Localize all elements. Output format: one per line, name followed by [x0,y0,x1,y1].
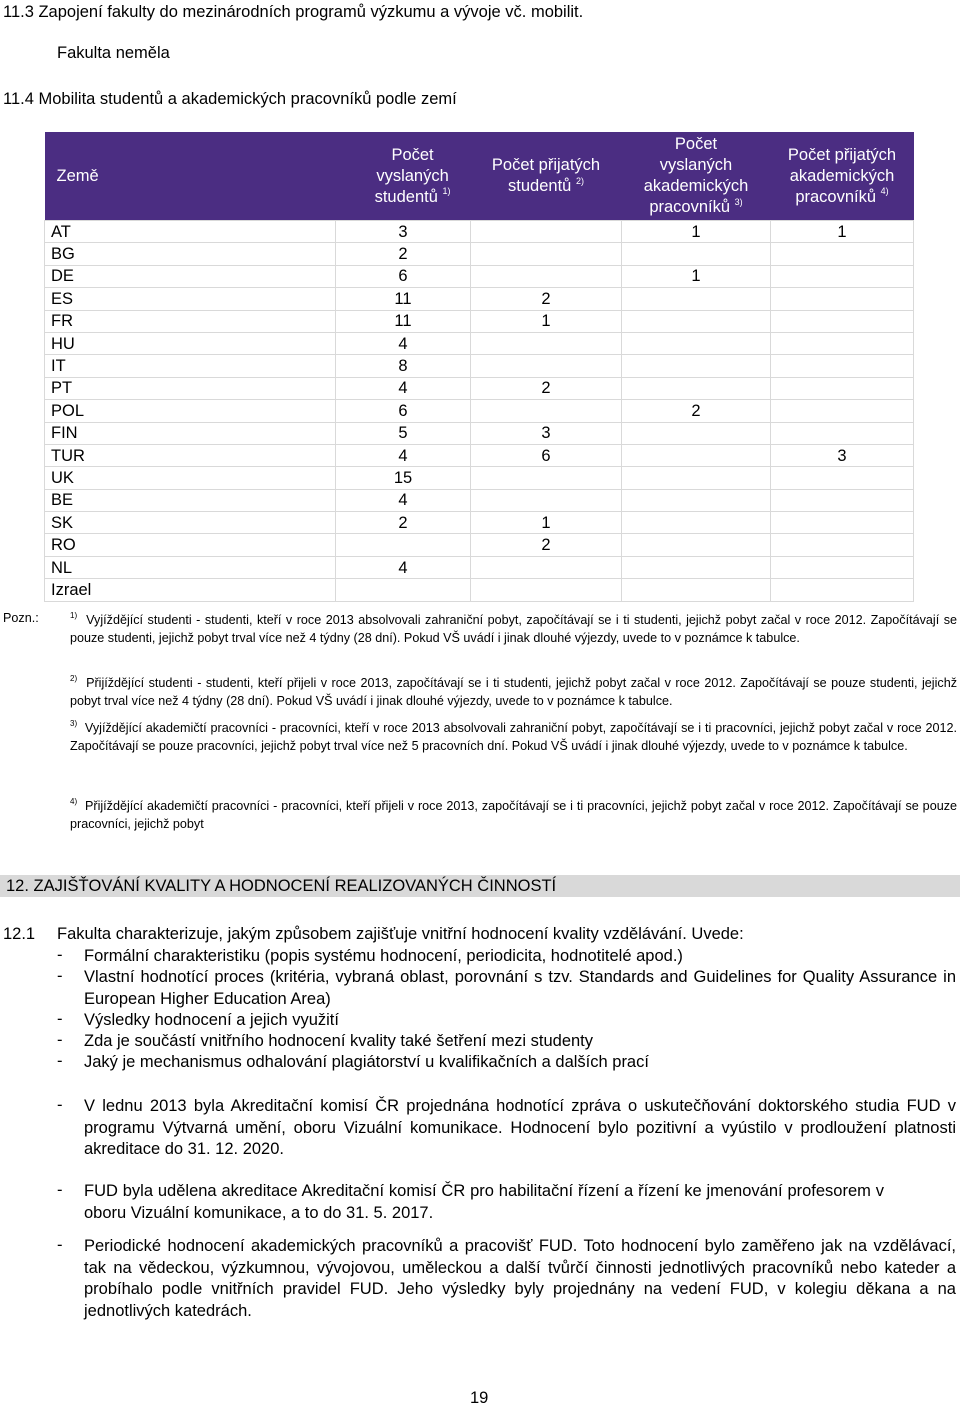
value-cell: 3 [771,444,914,466]
value-cell: 1 [622,265,771,287]
section-11-3-answer: Fakulta neměla [57,44,170,62]
note-3: $^{3)}$ Vyjíždějící akademičtí pracovníci - pracovníci, kteří v roce 2013 absolvovali zahraniční pobyt, započítávají se i ti pracovníci, jejichž pobyt začal v roce 2012. Započítávají se pouze pracovníci, jejichž pobyt trval více než 5 pracovních dní. Pokud VŠ uvádí i jinak dlouhé výjezdy, uvede to v poznámce k tabulce. [70,718,957,753]
value-cell: 4 [336,377,471,399]
table-row [45,579,914,601]
value-cell: 6 [336,400,471,422]
mobility-table [44,132,914,602]
bullet-dash: - [57,946,63,964]
value-cell [622,332,771,354]
value-cell: 4 [336,332,471,354]
country-cell: BE [45,489,336,511]
value-cell [771,400,914,422]
bullet-dash: - [57,1052,63,1070]
country-cell: AT [45,221,336,243]
requirement-item: Zda je součástí vnitřního hodnocení kvality také šetření mezi studenty [84,1032,594,1050]
value-cell [622,288,771,310]
value-cell: 3 [336,221,471,243]
table-row [45,400,914,422]
table-row [45,243,914,265]
requirement-item: Jaký je mechanismus odhalování plagiátorství u kvalifikačních a dalších prací [84,1053,649,1071]
value-cell: 11 [336,288,471,310]
value-cell [771,265,914,287]
country-cell: UK [45,467,336,489]
value-cell: 2 [471,534,622,556]
value-cell [771,355,914,377]
value-cell [622,310,771,332]
value-cell: 1 [771,221,914,243]
value-cell [471,489,622,511]
country-cell: DE [45,265,336,287]
header-country: Země [45,132,336,221]
value-cell [771,579,914,601]
value-cell: 4 [336,489,471,511]
table-row [45,355,914,377]
paragraph-accreditation-habilitation: FUD byla udělena akreditace Akreditační komisí ČR pro habilitační řízení a řízení ke jmenování profesorem v oboru Vizuální komunikace, a to do 31. 5. 2017. [84,1182,884,1222]
value-cell: 6 [336,265,471,287]
value-cell [771,243,914,265]
value-cell: 1 [622,221,771,243]
table-row [45,467,914,489]
value-cell: 2 [336,243,471,265]
value-cell [471,400,622,422]
country-cell: BG [45,243,336,265]
requirement-item: Výsledky hodnocení a jejich využití [84,1011,339,1029]
value-cell [471,556,622,578]
value-cell: 5 [336,422,471,444]
country-cell: IT [45,355,336,377]
value-cell [471,332,622,354]
value-cell [336,579,471,601]
bullet-dash: - [57,1010,63,1028]
bullet-dash: - [57,967,63,985]
value-cell [622,579,771,601]
country-cell: FIN [45,422,336,444]
header-accepted-staff: Počet přijatých akademických pracovníků $^{4)}$ [771,132,914,221]
paragraph-periodic-evaluation: Periodické hodnocení akademických pracovníků a pracovišť FUD. Toto hodnocení bylo zaměřeno jak na vzdělávací, tak na vědeckou, výzkumnou, vývojovou, uměleckou a další tvůrčí činnosti jednotlivých pracovníků nebo kateder a probíhalo podle vnitřních pravidel FUD. Jeho výsledky byly projednány na vedení FUD, v kolegiu děkana a na jednotlivých katedrách. [84,1237,956,1320]
value-cell [622,377,771,399]
value-cell [771,534,914,556]
value-cell [622,355,771,377]
header-sent-students: Počet vyslaných studentů $^{1)}$ [336,132,471,221]
value-cell [771,377,914,399]
value-cell: 4 [336,556,471,578]
value-cell: 15 [336,467,471,489]
value-cell [471,243,622,265]
value-cell [471,467,622,489]
table-row [45,332,914,354]
value-cell [771,422,914,444]
value-cell [622,489,771,511]
value-cell [771,288,914,310]
page-number: 19 [470,1389,489,1407]
country-cell: RO [45,534,336,556]
country-cell: POL [45,400,336,422]
table-row [45,444,914,466]
value-cell [771,512,914,534]
value-cell [771,467,914,489]
value-cell: 3 [471,422,622,444]
value-cell: 2 [471,377,622,399]
requirement-item: Vlastní hodnotící proces (kritéria, vybraná oblast, porovnání s tzv. Standards and Guidelines for Quality Assurance in European Higher Education Area) [84,968,956,1008]
table-header-row [45,132,914,221]
table-row [45,512,914,534]
table-row [45,377,914,399]
table-row [45,265,914,287]
value-cell [622,534,771,556]
bullet-dash: - [57,1236,63,1254]
bullet-dash: - [57,1031,63,1049]
value-cell [771,556,914,578]
value-cell [336,534,471,556]
value-cell: 11 [336,310,471,332]
value-cell: 1 [471,512,622,534]
value-cell: 1 [471,310,622,332]
table-row [45,221,914,243]
value-cell [622,556,771,578]
section-11-3-title: 11.3 Zapojení fakulty do mezinárodních programů výzkumu a vývoje vč. mobilit. [3,3,584,21]
value-cell [471,221,622,243]
table-row [45,422,914,444]
section-12-heading: 12. ZAJIŠŤOVÁNÍ KVALITY A HODNOCENÍ REALIZOVANÝCH ČINNOSTÍ [0,875,960,897]
value-cell: 2 [471,288,622,310]
table-row [45,288,914,310]
table-row [45,556,914,578]
table-row [45,534,914,556]
header-sent-staff: Počet vyslaných akademických pracovníků $^{3)}$ [622,132,771,221]
country-cell: FR [45,310,336,332]
value-cell [771,332,914,354]
country-cell: Izrael [45,579,336,601]
note-4: $^{4)}$ Přijíždějící akademičtí pracovníci - pracovníci, kteří přijeli v roce 2013, započítávají se i ti pracovníci, jejichž pobyt začal v roce 2012. Započítávají se pouze pracovníci, jejichž pobyt [70,796,957,831]
value-cell [471,355,622,377]
note-1: $^{1)}$ Vyjíždějící studenti - studenti, kteří v roce 2013 absolvovali zahraniční pobyt, započítávají se i ti studenti, jejichž pobyt začal v roce 2012. Započítávají se pouze studenti, jejichž pobyt trval více než 4 týdny (28 dní). Pokud VŠ uvádí i jinak dlouhé výjezdy, uvede to v poznámce k tabulce. [70,610,957,645]
value-cell: 2 [622,400,771,422]
bullet-dash: - [57,1181,63,1199]
value-cell [471,265,622,287]
value-cell: 6 [471,444,622,466]
value-cell [471,579,622,601]
value-cell [771,489,914,511]
country-cell: ES [45,288,336,310]
table-row [45,310,914,332]
value-cell [622,444,771,466]
section-11-4-title: 11.4 Mobilita studentů a akademických pracovníků podle zemí [3,90,457,108]
value-cell [622,467,771,489]
value-cell: 8 [336,355,471,377]
paragraph-accreditation-doctoral: V lednu 2013 byla Akreditační komisí ČR projednána hodnotící zpráva o uskutečňování doktorského studia FUD v programu Výtvarná umění, oboru Vizuální komunikace. Hodnocení bylo pozitivní a vyústilo v prodloužení platnosti akreditace do 31. 12. 2020. [84,1097,956,1158]
value-cell [771,310,914,332]
header-accepted-students: Počet přijatých studentů $^{2)}$ [471,132,622,221]
value-cell [622,243,771,265]
country-cell: NL [45,556,336,578]
country-cell: SK [45,512,336,534]
section-12-1-number: 12.1 [3,925,36,943]
country-cell: PT [45,377,336,399]
value-cell [622,512,771,534]
value-cell [622,422,771,444]
country-cell: HU [45,332,336,354]
table-row [45,489,914,511]
note-2: $^{2)}$ Přijíždějící studenti - studenti, kteří přijeli v roce 2013, započítávají se i ti studenti, jejichž pobyt začal v roce 2012. Započítávají se pouze studenti, jejichž pobyt trval více než 4 týdny (28 dní). Pokud VŠ uvádí i jinak dlouhé výjezdy, uvede to v poznámce k tabulce. [70,673,957,708]
value-cell: 2 [336,512,471,534]
value-cell: 4 [336,444,471,466]
bullet-dash: - [57,1096,63,1114]
section-12-1-intro: Fakulta charakterizuje, jakým způsobem zajišťuje vnitřní hodnocení kvality vzdělávání. Uvede: [57,925,744,943]
country-cell: TUR [45,444,336,466]
requirement-item: Formální charakteristiku (popis systému hodnocení, periodicita, hodnotitelé apod.) [84,947,683,965]
notes-label: Pozn.: [3,611,39,625]
